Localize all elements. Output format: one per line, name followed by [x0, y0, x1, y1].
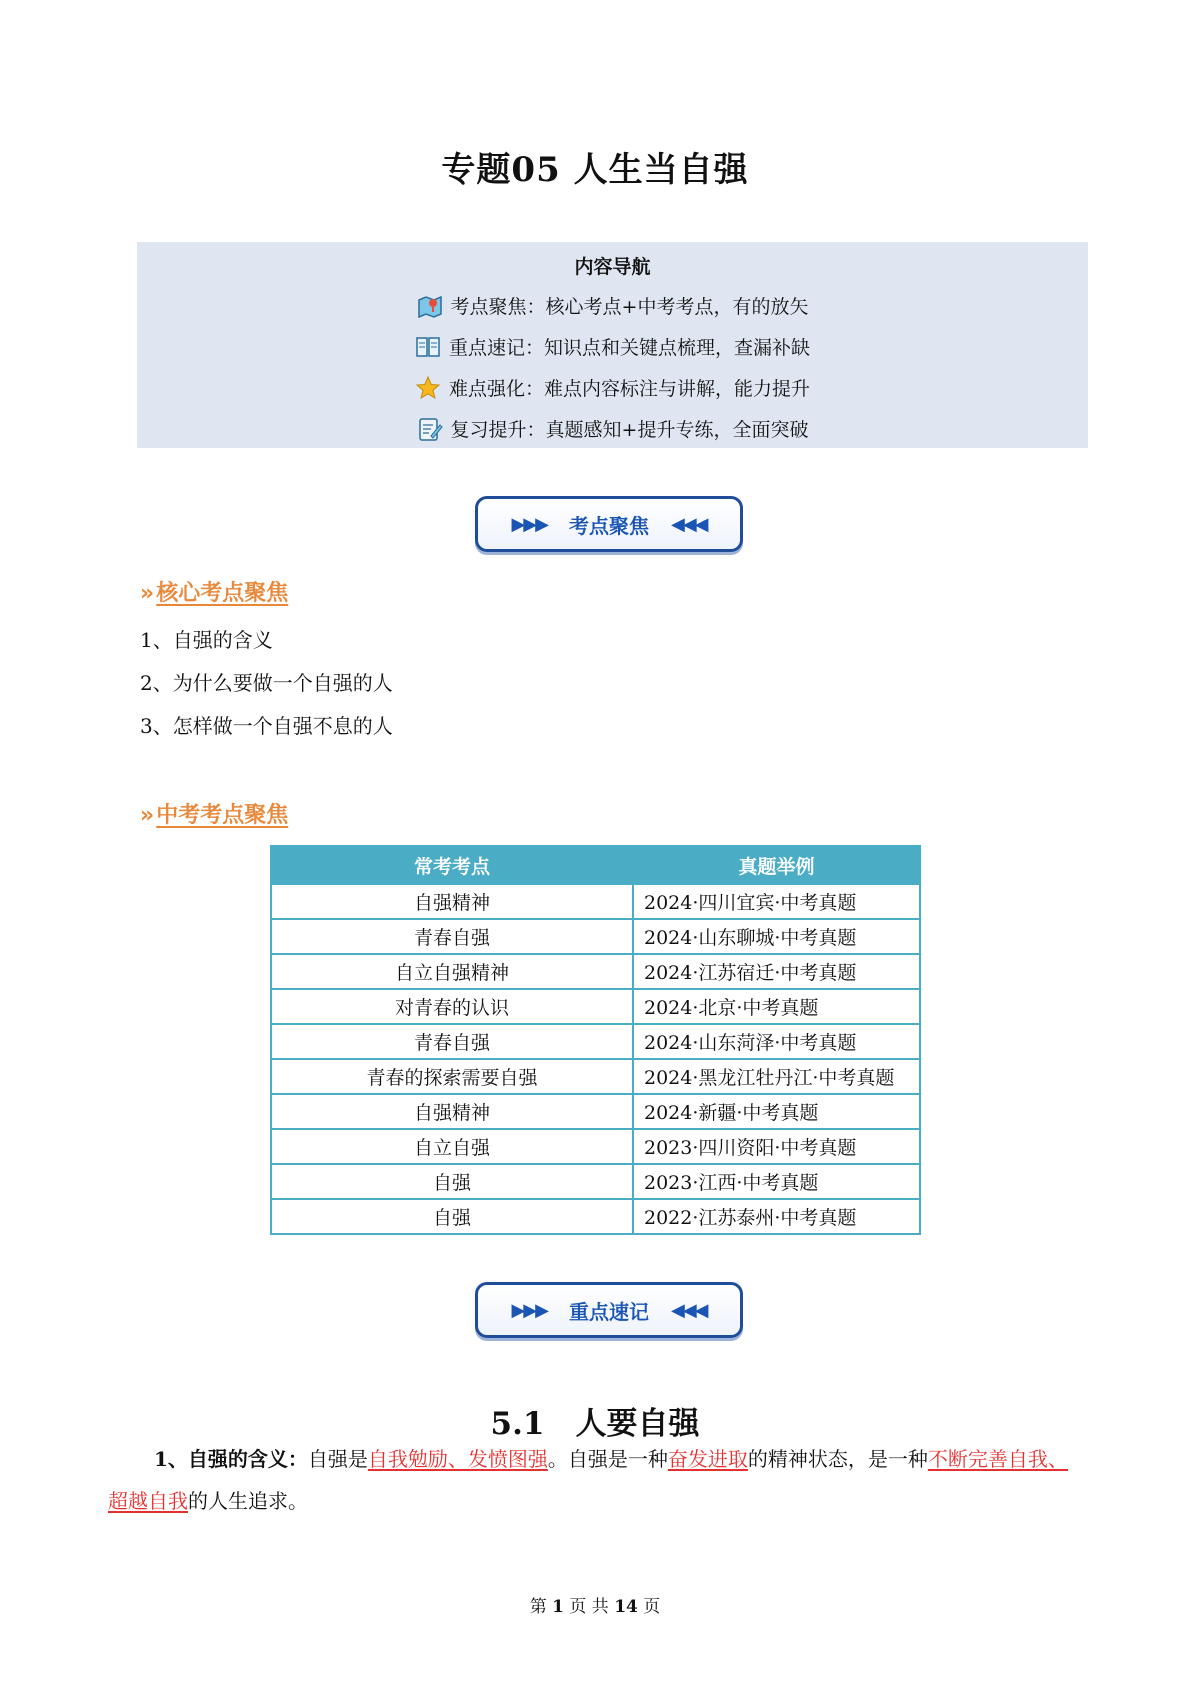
exam-table [270, 845, 921, 1235]
footer-text: 页 [643, 1597, 661, 1617]
table-cell: 青春自强 [271, 1024, 633, 1059]
table-row [271, 919, 920, 954]
table-row [271, 1094, 920, 1129]
nav-item-focus [137, 292, 1088, 324]
paragraph-lead: 1、自强的含义： [154, 1447, 308, 1471]
arrow-left-icon: ◀◀◀ [671, 513, 707, 535]
nav-item-text: 复习提升：真题感知+提升专练，全面突破 [450, 419, 809, 441]
page-number: 1 [552, 1597, 564, 1617]
book-icon [415, 335, 441, 364]
table-row [271, 1059, 920, 1094]
table-row [271, 1024, 920, 1059]
core-heading [140, 576, 288, 607]
paragraph-text: 。自强是一种 [547, 1447, 668, 1471]
table-cell: 2024·山东菏泽·中考真题 [633, 1024, 920, 1059]
paragraph-text: 的人生追求。 [188, 1489, 308, 1513]
nav-item-text: 重点速记：知识点和关键点梳理，查漏补缺 [448, 337, 810, 359]
table-row [271, 1199, 920, 1234]
nav-item-review [137, 415, 1088, 447]
definition-paragraph [108, 1438, 1082, 1522]
table-cell: 2024·四川宜宾·中考真题 [633, 884, 920, 919]
table-cell: 青春的探索需要自强 [271, 1059, 633, 1094]
double-chevron-icon: » [140, 803, 155, 828]
exam-heading-text: 中考考点聚焦 [156, 803, 289, 828]
list-item: 1、自强的含义 [140, 628, 273, 652]
list-item: 2、为什么要做一个自强的人 [140, 671, 393, 695]
nav-item-text: 考点聚焦：核心考点+中考考点，有的放矢 [450, 296, 809, 318]
footer-text: 第 [529, 1597, 547, 1617]
table-cell: 自立自强精神 [271, 954, 633, 989]
arrow-left-icon: ◀◀◀ [671, 1299, 707, 1321]
section-heading: 5.1 人要自强 [490, 1406, 700, 1442]
table-cell: 2023·四川资阳·中考真题 [633, 1129, 920, 1164]
table-cell: 2024·江苏宿迁·中考真题 [633, 954, 920, 989]
star-icon [415, 375, 441, 406]
nav-item-difficulty [137, 374, 1088, 406]
banner-focus [475, 496, 743, 552]
table-cell: 2024·新疆·中考真题 [633, 1094, 920, 1129]
note-icon [417, 416, 443, 447]
footer-text: 页 共 [569, 1597, 609, 1617]
list-item: 3、怎样做一个自强不息的人 [140, 714, 393, 738]
table-cell: 对青春的认识 [271, 989, 633, 1024]
page-total: 14 [614, 1597, 638, 1617]
page-footer [0, 1592, 1190, 1617]
table-cell: 2024·北京·中考真题 [633, 989, 920, 1024]
table-cell: 自立自强 [271, 1129, 633, 1164]
table-cell: 自强 [271, 1199, 633, 1234]
nav-item-text: 难点强化：难点内容标注与讲解，能力提升 [448, 378, 810, 400]
table-row [271, 954, 920, 989]
table-cell: 自强 [271, 1164, 633, 1199]
column-header: 常考考点 [271, 846, 633, 884]
arrow-right-icon: ▶▶▶ [511, 1299, 547, 1321]
table-row [271, 1164, 920, 1199]
keyword-highlight: 不断完善自我、超越自我 [108, 1447, 1068, 1513]
table-cell: 青春自强 [271, 919, 633, 954]
map-icon [417, 293, 443, 324]
table-row [271, 1129, 920, 1164]
table-row [271, 884, 920, 919]
table-cell: 自强精神 [271, 1094, 633, 1129]
column-header: 真题举例 [633, 846, 920, 884]
table-cell: 2022·江苏泰州·中考真题 [633, 1199, 920, 1234]
table-cell: 2023·江西·中考真题 [633, 1164, 920, 1199]
keyword-highlight: 自我勉励、发愤图强 [367, 1447, 548, 1471]
table-cell: 2024·山东聊城·中考真题 [633, 919, 920, 954]
double-chevron-icon: » [140, 581, 155, 606]
banner-label: 重点速记 [569, 1299, 649, 1324]
table-row [271, 989, 920, 1024]
nav-title: 内容导航 [574, 256, 651, 278]
table-header-row [271, 846, 920, 884]
core-heading-text: 核心考点聚焦 [156, 581, 289, 606]
arrow-right-icon: ▶▶▶ [511, 513, 547, 535]
paragraph-text: 自强是 [307, 1447, 368, 1471]
nav-item-memo [137, 333, 1088, 364]
content-navigation [137, 242, 1088, 448]
keyword-highlight: 奋发进取 [667, 1447, 748, 1471]
table-cell: 2024·黑龙江牡丹江·中考真题 [633, 1059, 920, 1094]
banner-memo [475, 1282, 743, 1338]
table-cell: 自强精神 [271, 884, 633, 919]
exam-heading [140, 798, 288, 829]
page-title: 专题05 人生当自强 [441, 150, 749, 190]
banner-label: 考点聚焦 [569, 513, 649, 538]
paragraph-text: 的精神状态，是一种 [747, 1447, 928, 1471]
